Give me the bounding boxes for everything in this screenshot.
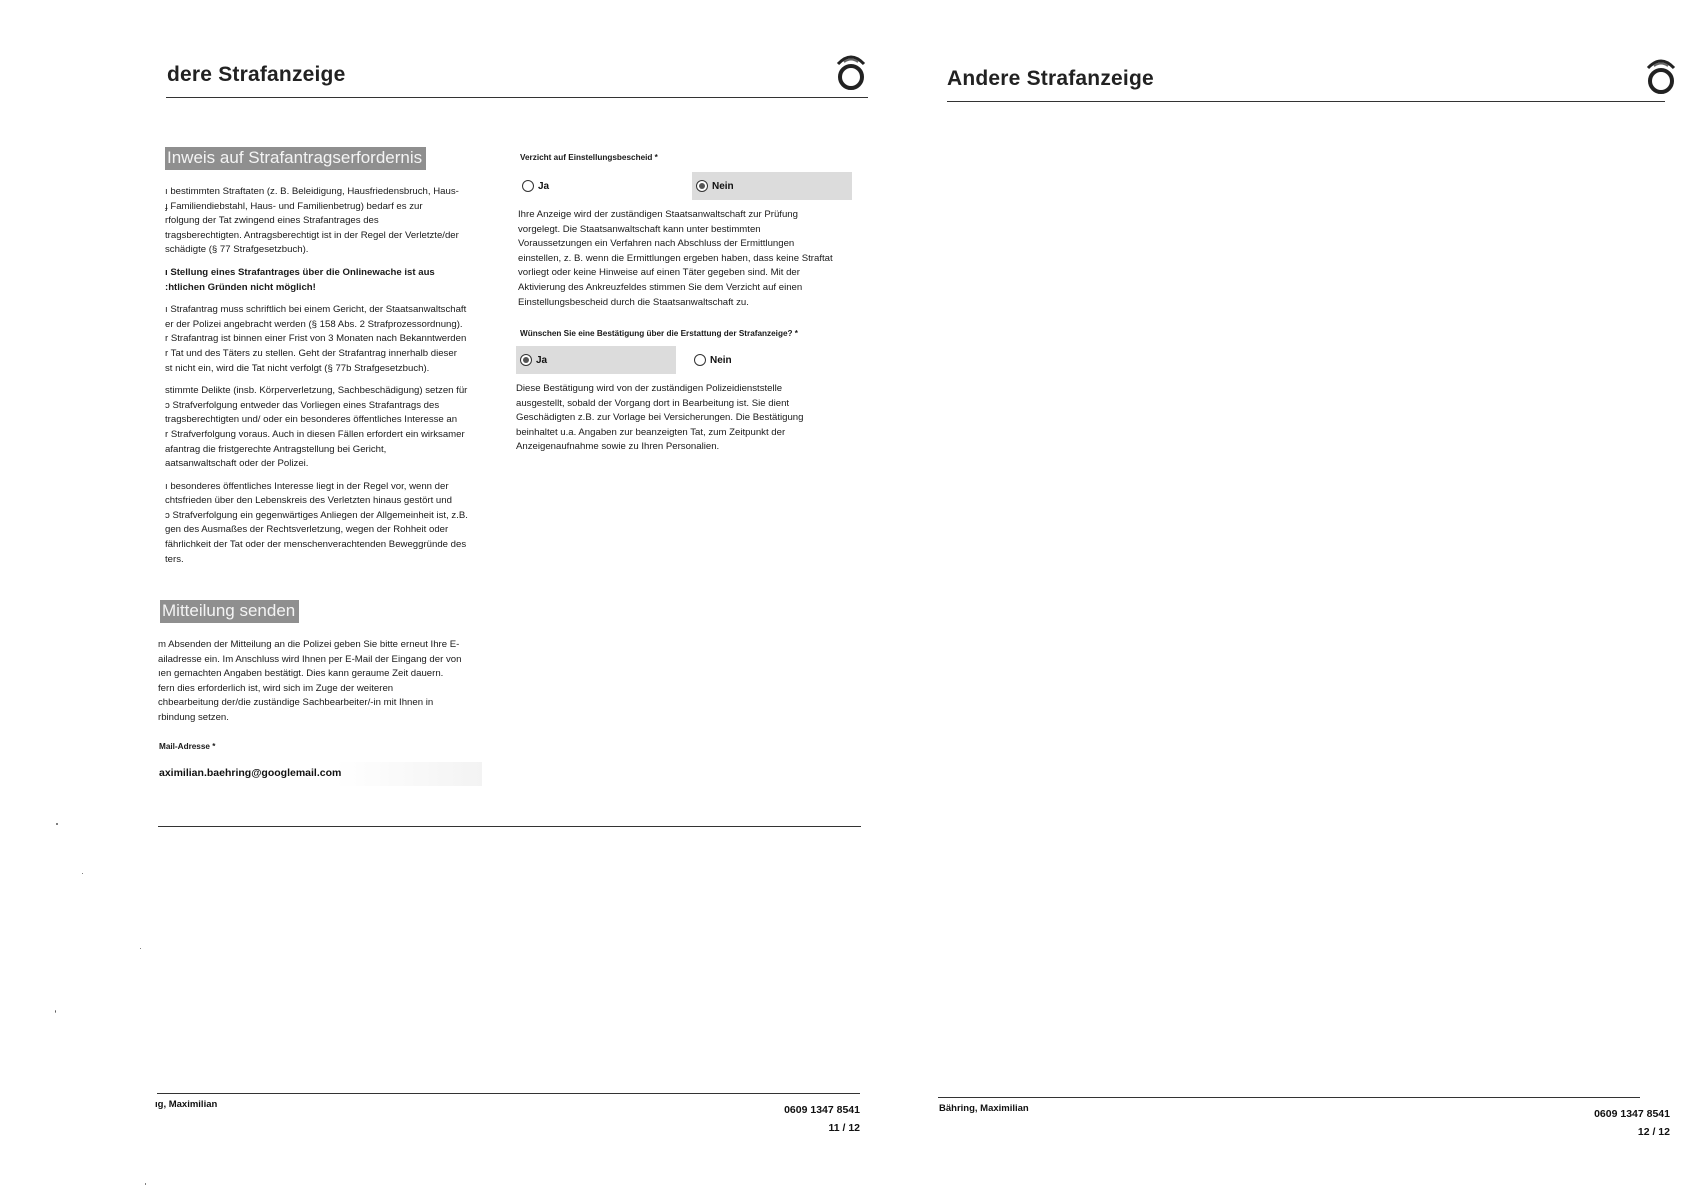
- scan-speck: [82, 873, 83, 874]
- send-text: m Absenden der Mitteilung an die Polizei geben Sie bitte erneut Ihre E- ailadresse ein. Im Anschluss wird Ihnen per E-Mail der Eingang der von ıen gemachten Angaben bestätigt. Dies kann geraume Zeit dauern. fern dies erforderlich ist, wird sich im Zuge der weiteren chbearbeitung der/die zuständige Sachbearbeiter/-in mit Ihnen in rbindung setzen.: [158, 639, 462, 723]
- police-logo-icon: [1644, 54, 1678, 96]
- waiver-label: Verzicht auf Einstellungsbescheid *: [520, 153, 658, 162]
- confirmation-yes-label: Ja: [536, 355, 548, 366]
- confirmation-option-no[interactable]: [690, 346, 850, 374]
- footer-rule-right: [938, 1097, 1640, 1098]
- section-heading-send: Mitteilung senden: [160, 600, 299, 623]
- hint-paragraph-2: ı Stellung eines Strafantrages über die Onlinewache ist aus :htlichen Gründen nicht möglich!: [165, 266, 435, 293]
- footer-page-left: 11 / 12: [828, 1122, 860, 1134]
- confirmation-label: Wünschen Sie eine Bestätigung über die Erstattung der Strafanzeige? *: [520, 329, 798, 338]
- waiver-option-yes[interactable]: [518, 172, 678, 200]
- confirmation-no-label: Nein: [710, 355, 732, 366]
- hint-text: [165, 185, 495, 575]
- footer-rule-left: [157, 1093, 860, 1094]
- scan-speck: [55, 1010, 56, 1013]
- hint-paragraph-5: ı besonderes öffentliches Interesse liegt in der Regel vor, wenn der chtsfrieden über den Lebenskreis des Verletzten hinaus gestört und ɔ Strafverfolgung ein gegenwärtiges Anliegen der Allgemeinheit ist, z.B. gen des Ausmaßes der Rechtsverletzung, wegen der Rohheit oder fährlichkeit der Tat oder der menschenverachtenden Beweggründe des ters.: [165, 480, 468, 565]
- confirmation-option-yes[interactable]: [516, 346, 676, 374]
- header-rule-right: [947, 101, 1665, 102]
- waiver-yes-radio[interactable]: [522, 180, 534, 192]
- waiver-yes-label: Ja: [538, 181, 550, 192]
- section-heading-hint: Inweis auf Strafantragserfordernis: [165, 147, 426, 170]
- content-end-rule-left: [158, 826, 861, 827]
- footer-name-left: ıg, Maximilian: [155, 1099, 218, 1110]
- page-title-right: Andere Strafanzeige: [947, 67, 1154, 90]
- hint-paragraph-1: ı bestimmten Straftaten (z. B. Beleidigung, Hausfriedensbruch, Haus- ɟ Familiendiebstahl, Haus- und Familienbetrug) bedarf es zur rfolgung der Tat zwingend eines Strafantrages des tragsberechtigten. Antragsberechtigt ist in der Regel der Verletzte/der schädigte (§ 77 Strafgesetzbuch).: [165, 186, 459, 256]
- confirmation-text: Diese Bestätigung wird von der zuständigen Polizeidienststelle ausgestellt, sobald der Vorgang dort in Bearbeitung ist. Sie dient Geschädigten z.B. zur Vorlage bei Versicherungen. Die Bestätigung beinhaltet u.a. Angaben zur beanzeigten Tat, zum Zeitpunkt der Anzeigenaufnahme sowie zu Ihren Personalien.: [516, 383, 804, 453]
- email-value: aximilian.baehring@googlemail.com: [159, 767, 342, 779]
- email-label: Mail-Adresse *: [159, 742, 216, 751]
- hint-paragraph-3: ı Strafantrag muss schriftlich bei einem Gericht, der Staatsanwaltschaft er der Polizei angebracht werden (§ 158 Abs. 2 Strafprozessordnung). r Strafantrag ist binnen einer Frist von 3 Monaten nach Bekanntwerden r Tat und des Täters zu stellen. Geht der Strafantrag innerhalb dieser st nicht ein, wird die Tat nicht verfolgt (§ 77b Strafgesetzbuch).: [165, 304, 467, 374]
- waiver-radio-group: [518, 172, 853, 202]
- footer-page-right: 12 / 12: [1637, 1126, 1670, 1138]
- confirmation-radio-group: [516, 346, 851, 376]
- confirmation-yes-radio[interactable]: [520, 354, 532, 366]
- email-field[interactable]: [157, 762, 482, 786]
- waiver-option-no[interactable]: [692, 172, 852, 200]
- confirmation-no-radio[interactable]: [694, 354, 706, 366]
- page-title-left: dere Strafanzeige: [167, 63, 346, 86]
- scan-speck: [56, 823, 58, 825]
- header-rule-left: [166, 97, 868, 98]
- footer-number-right: 0609 1347 8541: [1594, 1108, 1670, 1120]
- waiver-no-radio[interactable]: [696, 180, 708, 192]
- scan-speck: [140, 948, 141, 949]
- waiver-text: Ihre Anzeige wird der zuständigen Staatsanwaltschaft zur Prüfung vorgelegt. Die Staatsanwaltschaft kann unter bestimmten Voraussetzungen ein Verfahren nach Abschluss der Ermittlungen einstellen, z. B. wenn die Ermittlungen ergeben haben, dass keine Straftat vorliegt oder keine Hinweise auf einen Täter gegeben sind. Mit der Aktivierung des Ankreuzfeldes stimmen Sie dem Verzicht auf einen Einstellungsbescheid durch die Staatsanwaltschaft zu.: [518, 209, 833, 308]
- footer-number-left: 0609 1347 8541: [784, 1104, 860, 1116]
- waiver-no-label: Nein: [712, 181, 734, 192]
- scan-speck: [145, 1183, 146, 1185]
- footer-name-right: Bähring, Maximilian: [939, 1103, 1029, 1114]
- hint-paragraph-4: stimmte Delikte (insb. Körperverletzung, Sachbeschädigung) setzen für ɔ Strafverfolgung entweder das Vorliegen eines Strafantrags des tragsberechtigten und/ oder ein besonderes öffentliches Interesse an r Strafverfolgung voraus. Auch in diesen Fällen erfordert ein wirksamer afantrag die fristgerechte Antragstellung bei Gericht, aatsanwaltschaft oder der Polizei.: [165, 385, 468, 470]
- police-logo-icon: [834, 50, 868, 92]
